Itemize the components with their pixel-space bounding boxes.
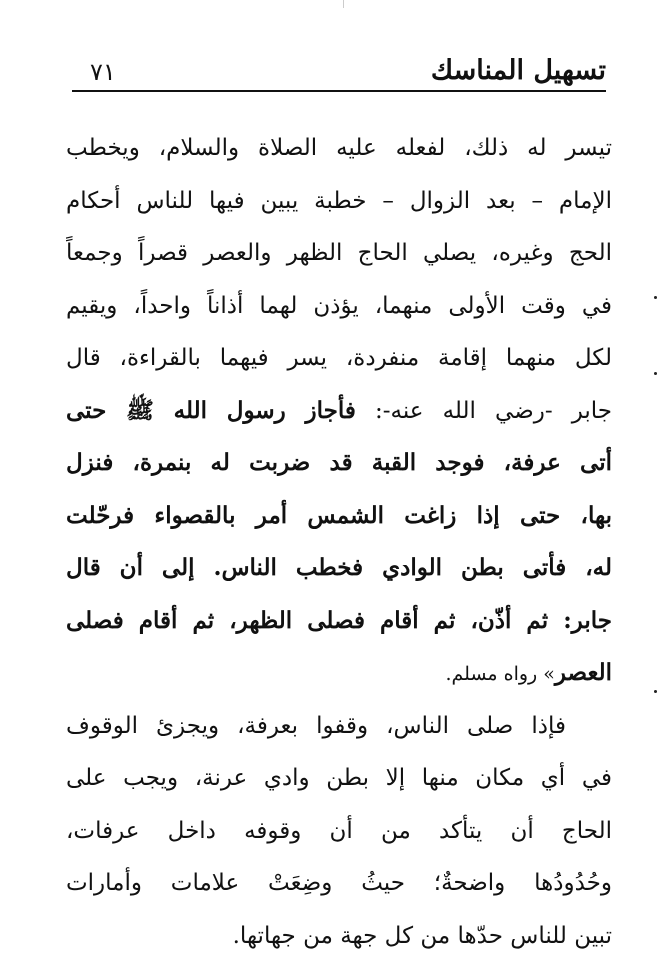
text-run: الحج وغيره، يصلي الحاج الظهر والعصر قصراً وجمعاً bbox=[66, 240, 612, 266]
text-run: تيسر له ذلك، لفعله عليه الصلاة والسلام، ويخطب bbox=[66, 135, 612, 161]
text-line bbox=[66, 647, 612, 700]
text-run: بها، حتى إذا زاغت الشمس أمر بالقصواء فرحّلت bbox=[66, 502, 612, 529]
body-text bbox=[66, 122, 612, 962]
text-line bbox=[66, 910, 612, 962]
text-line bbox=[66, 437, 612, 490]
text-run: أتى عرفة، فوجد القبة قد ضربت له بنمرة، فنزل bbox=[66, 449, 612, 476]
text-run: فإذا صلى الناس، وقفوا بعرفة، ويجزئ الوقوف bbox=[66, 713, 566, 739]
text-run: وحُدُودُها واضحةٌ؛ حيثُ وضِعَتْ علامات وأمارات bbox=[66, 870, 612, 896]
page-header bbox=[72, 52, 606, 90]
text-line bbox=[66, 227, 612, 280]
text-run: الحاج أن يتأكد من أن وقوفه داخل عرفات، bbox=[66, 818, 612, 844]
margin-dot bbox=[654, 690, 657, 693]
text-line bbox=[66, 857, 612, 910]
text-run: في أي مكان منها إلا بطن وادي عرنة، ويجب على bbox=[66, 765, 612, 791]
text-run: في وقت الأولى منهما، يؤذن لهما أذاناً واحداً، ويقيم bbox=[66, 293, 612, 319]
text-run: لكل منهما إقامة منفردة، يسر فيهما بالقراءة، قال bbox=[66, 345, 612, 371]
text-line bbox=[66, 700, 612, 753]
text-line bbox=[66, 385, 612, 438]
text-line bbox=[66, 175, 612, 228]
text-run: العصر bbox=[555, 659, 612, 686]
running-title: تسهيل المناسك bbox=[431, 54, 606, 88]
page-number: ٧١ bbox=[90, 56, 116, 88]
text-run: الإمام – بعد الزوال – خطبة يبين فيها للناس أحكام bbox=[66, 188, 612, 214]
text-run: تبين للناس حدّها من كل جهة من جهاتها. bbox=[233, 923, 612, 949]
text-line bbox=[66, 542, 612, 595]
text-run: جابر: ثم أذّن، ثم أقام فصلى الظهر، ثم أقام فصلى bbox=[66, 607, 612, 634]
scan-mark bbox=[343, 0, 344, 8]
text-run: له، فأتى بطن الوادي فخطب الناس. إلى أن قال bbox=[66, 554, 612, 581]
text-line bbox=[66, 805, 612, 858]
text-line bbox=[66, 752, 612, 805]
header-rule bbox=[72, 90, 606, 92]
text-line bbox=[66, 280, 612, 333]
text-line bbox=[66, 490, 612, 543]
margin-dot bbox=[654, 296, 657, 299]
margin-dot bbox=[654, 372, 657, 375]
text-line bbox=[66, 122, 612, 175]
text-line bbox=[66, 332, 612, 385]
text-run: فأجاز رسول الله ﷺ حتى bbox=[66, 397, 356, 424]
text-run: جابر -رضي الله عنه-: bbox=[356, 398, 612, 424]
text-run: » رواه مسلم. bbox=[445, 663, 554, 685]
text-line bbox=[66, 595, 612, 648]
